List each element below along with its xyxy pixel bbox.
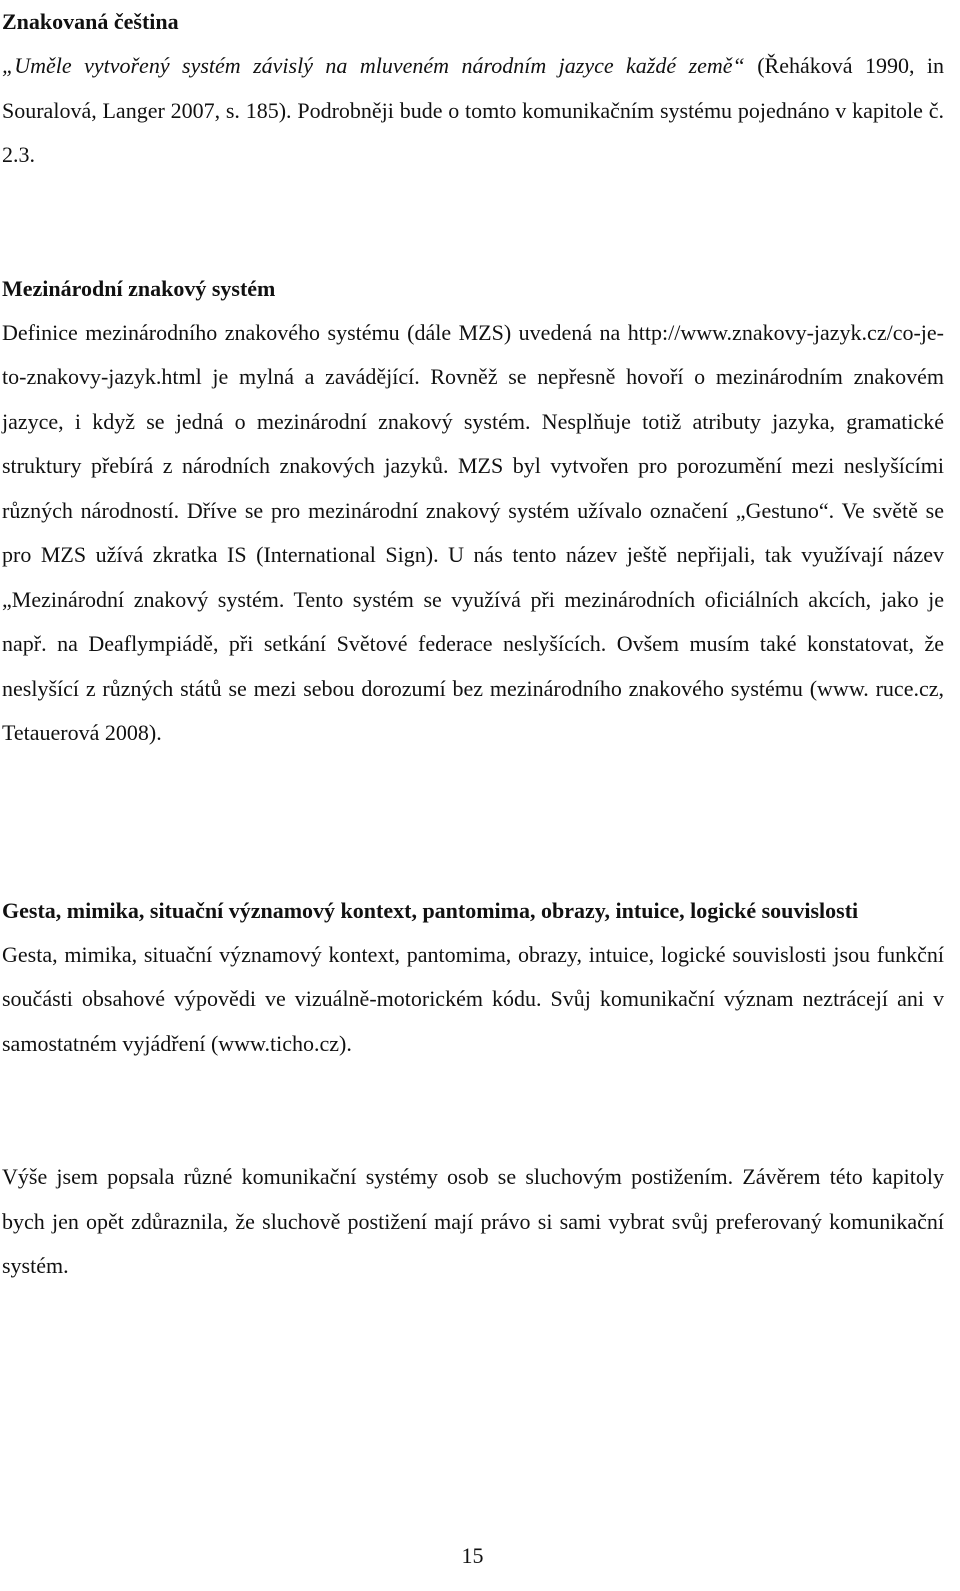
paragraph-gesta-mimika: Gesta, mimika, situační významový kontext, pantomima, obrazy, intuice, logické souvislosti jsou funkční součásti obsahové výpovědi ve vizuálně-motorickém kódu. Svůj komunikační význam neztrácejí ani v samostatném vyjádření (www.ticho.cz). (2, 941, 944, 1056)
document-page (2, 0, 944, 1289)
paragraph-conclusion: Výše jsem popsala různé komunikační systémy osob se sluchovým postižením. Závěrem této kapitoly bych jen opět zdůraznila, že sluchově postižení mají právo si sami vybrat svůj preferovaný komunikační systém. (2, 1164, 944, 1278)
definition-quote: „Uměle vytvořený systém závislý na mluveném národním jazyce každé země“ (2, 53, 745, 78)
section-heading-mezinarodni-znakovy-system: Mezinárodní znakový systém (2, 275, 276, 301)
section-gap (2, 1066, 944, 1155)
paragraph-text: (Řeháková 1990, in Souralová, Langer 2007, s. 185). Podrobněji bude o tomto komunikačním systému pojednáno v kapitole č. 2.3. (2, 53, 944, 167)
paragraph-znakovana-cestina (2, 44, 944, 178)
section-heading-znakovana-cestina: Znakovaná čeština (2, 9, 179, 34)
section-gap (2, 756, 944, 889)
page-number: 15 (461, 1543, 484, 1568)
section-gap (2, 178, 944, 267)
section-heading-gesta-mimika: Gesta, mimika, situační významový kontext, pantomima, obrazy, intuice, logické souvislosti (2, 897, 859, 923)
paragraph-mezinarodni-znakovy-system: Definice mezinárodního znakového systému (dále MZS) uvedená na http://www.znakovy-jazyk.cz/co-je-to-znakovy-jazyk.html je mylná a zavádějící. Rovněž se nepřesně hovoří o mezinárodním znakovém jazyce, i když se jedná o mezinárodní znakový systém. Nesplňuje totiž atributy jazyka, gramatické struktury přebírá z národních znakových jazyků. MZS byl vytvořen pro porozumění mezi neslyšícími různých národností. Dříve se pro mezinárodní znakový systém užívalo označení „Gestuno“. Ve světě se pro MZS užívá zkratka IS (International Sign). U nás tento název ještě nepřijali, tak využívají název „Mezinárodní znakový systém. Tento systém se využívá při mezinárodních oficiálních akcích, jako je např. na Deaflympiádě, při setkání Světové federace neslyšících. Ovšem musím také konstatovat, že neslyšící z různých států se mezi sebou dorozumí bez mezinárodního znakového systému (www. ruce.cz, Tetauerová 2008). (2, 319, 944, 745)
